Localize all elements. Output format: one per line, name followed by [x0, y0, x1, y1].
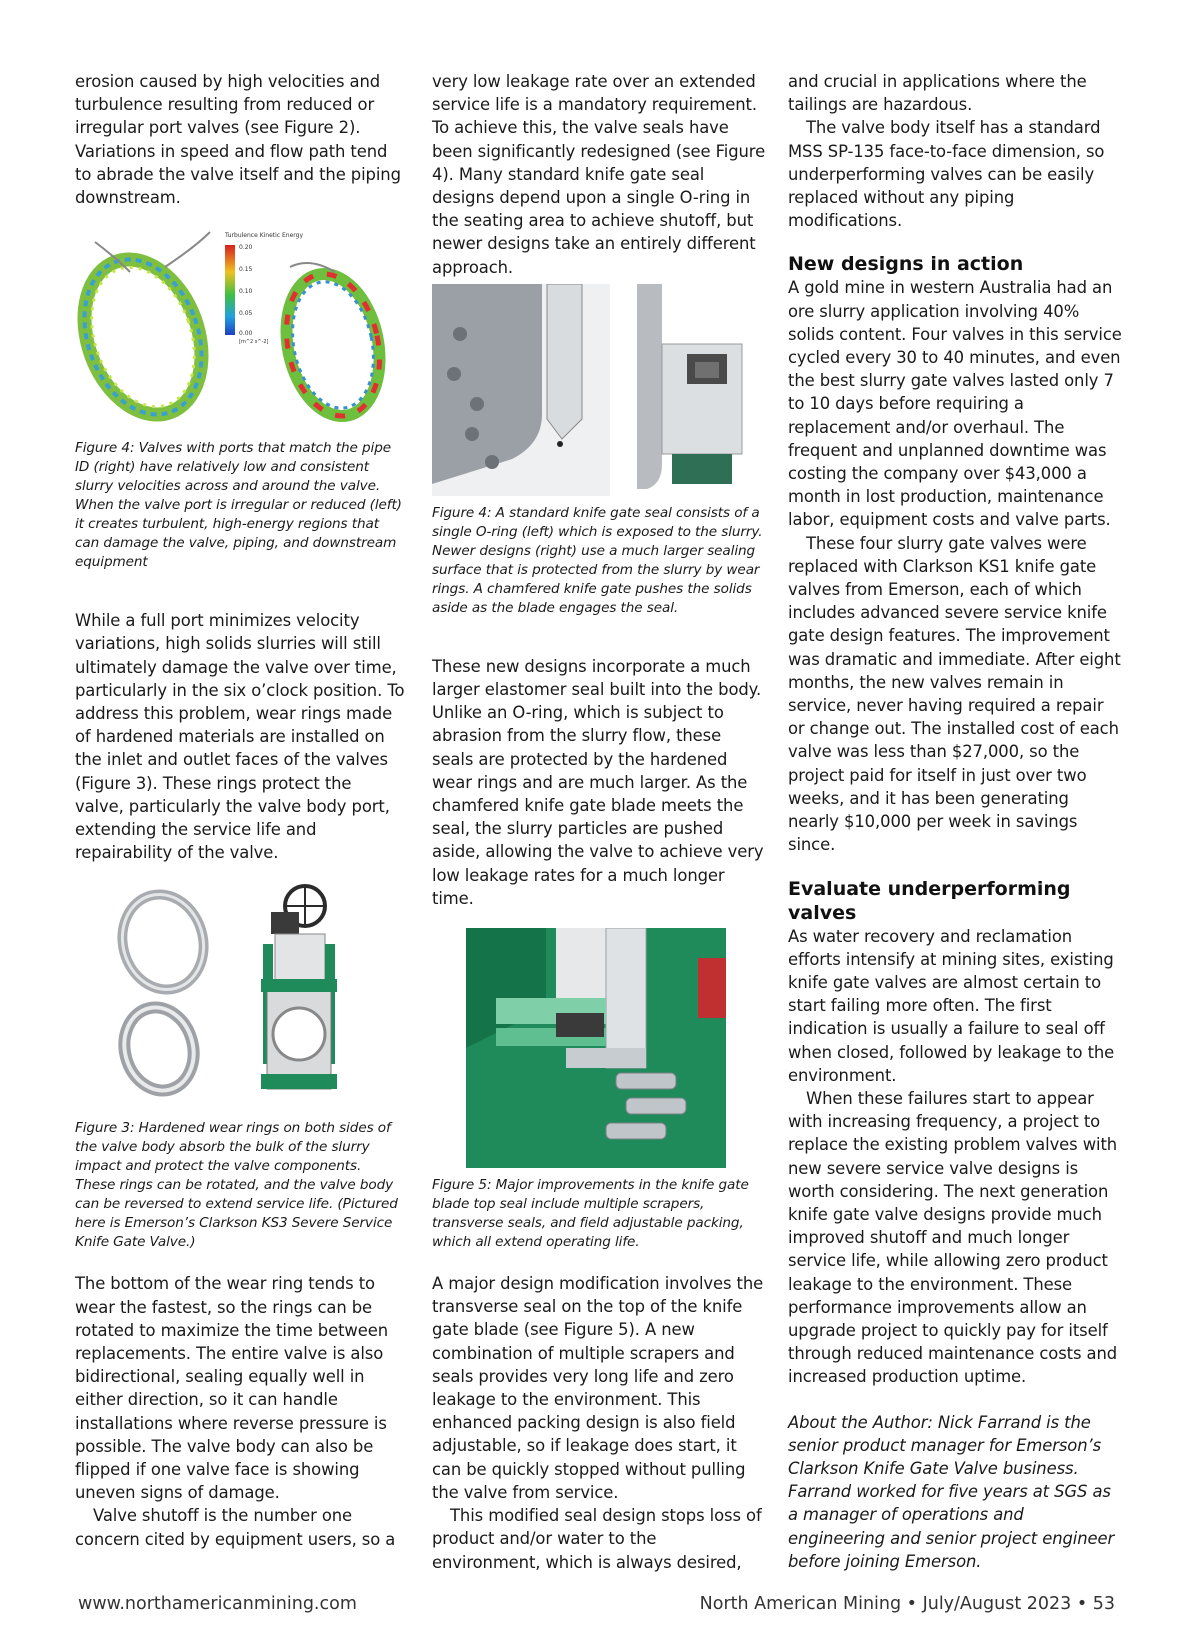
paragraph: Valve shutoff is the number one concern cited by equipment users, so a: [75, 1506, 396, 1549]
legend-unit: [m^2 s^-2]: [239, 339, 269, 346]
caption-figure-3: Figure 3: Hardened wear rings on both sides of the valve body absorb the bulk of the slurry impact and protect the valve components. These rings can be rotated, and the valve body can be reversed to extend service life. (Pictured here is Emerson’s Clarkson KS3 Severe Service Knife Gate Valve.): [75, 1120, 398, 1251]
figure-cfd-valves: [75, 227, 395, 427]
caption-figure-4a: Figure 4: Valves with ports that match the pipe ID (right) have relatively low and consistent slurry velocities across and around the valve. When the valve port is irregular or reduced (left) it creates turbulent, high-energy regions that can damage the valve, piping, and downstream equipment: [75, 440, 402, 571]
paragraph: A major design modification involves the transverse seal on the top of the knife gate blade (see Figure 5). A new combination of multiple scrapers and seals provides very long life and zero leakage to the environment. This enhanced packing design is also field adjustable, so if leakage does start, it can be quickly stopped without pulling the valve from service.: [432, 1274, 764, 1502]
legend-tick: 0.10: [239, 288, 253, 296]
column-1: [75, 70, 405, 1551]
section-heading: New designs in action: [788, 253, 1024, 276]
paragraph: When these failures start to appear with increasing frequency, a project to replace the existing problem valves with new severe service valve designs is worth considering. The next generation knife gate valve designs provide much improved shutoff and much longer service life, while allowing zero product leakage to the environment. These performance improvements allow an upgrade project to quickly pay for itself through reduced maintenance costs and increased production uptime.: [788, 1088, 1118, 1387]
legend-tick: 0.15: [239, 266, 253, 274]
figure-wear-rings-valve: [75, 884, 395, 1099]
paragraph: The valve body itself has a standard MSS SP-135 face-to-face dimension, so underperforming valves can be easily replaced without any piping modifications.: [788, 118, 1105, 231]
paragraph: As water recovery and reclamation efforts intensify at mining sites, existing knife gate valves are almost certain to start failing more often. The first indication is usually a failure to seal off when closed, followed by leakage to the environment.: [788, 926, 1115, 1085]
footer-url: www.northamericanmining.com: [78, 1594, 357, 1614]
paragraph: A gold mine in western Australia had an ore slurry application involving 40% solids content. Four valves in this service cycled every 30 to 40 minutes, and even the best slurry gate valves lasted only 7 to 10 days before requiring a replacement and/or overhaul. The frequent and unplanned downtime was costing the company over $43,000 a month in lost production, maintenance labor, equipment costs and valve parts.: [788, 278, 1122, 530]
column-2: [432, 70, 767, 1574]
wear-ring-bottom: [115, 1000, 202, 1099]
color-scale-bar: [225, 245, 235, 335]
top-seal-illustration: [466, 928, 726, 1168]
legend-tick: 0.20: [239, 244, 253, 252]
paragraph: This modified seal design stops loss of product and/or water to the environment, which is always desired,: [432, 1506, 762, 1572]
wear-ring-top: [112, 886, 214, 999]
wear-rings-illustration: [75, 884, 395, 1099]
section-heading: Evaluate underperforming valves: [788, 877, 1071, 924]
caption-figure-4b: Figure 4: A standard knife gate seal consists of a single O-ring (left) which is exposed to the slurry. Newer designs (right) use a much larger sealing surface that is protected from the slurry by wear rings. A chamfered knife gate pushes the solids aside as the blade engages the seal.: [432, 504, 763, 616]
o-ring: [557, 441, 563, 447]
figure-top-seal: [466, 928, 726, 1168]
caption-figure-5: Figure 5: Major improvements in the knife gate blade top seal include multiple scrapers, transverse seals, and field adjustable packing, which all extend operating life.: [432, 1177, 749, 1251]
paragraph: erosion caused by high velocities and turbulence resulting from reduced or irregular port valves (see Figure 2). Variations in speed and flow path tend to abrade the valve itself and the piping downstream.: [75, 72, 401, 208]
legend-tick: 0.00: [239, 330, 253, 338]
legend-tick: 0.05: [239, 310, 253, 318]
paragraph: These four slurry gate valves were replaced with Clarkson KS1 knife gate valves from Emerson, each of which includes advanced severe service knife gate design features. The improvement was dramatic and immediate. After eight months, the new valves remain in service, never having required a repair or change out. The installed cost of each valve was less than $27,000, so the project paid for itself in just over two weeks, and it has been generating nearly $10,000 per week in savings since.: [788, 533, 1121, 855]
author-bio: About the Author: Nick Farrand is the senior product manager for Emerson’s Clarkson Knife Gate Valve business. Farrand worked for five years at SGS as a manager of operations and engineering and senior project engineer before joining Emerson.: [788, 1412, 1115, 1571]
paragraph: and crucial in applications where the tailings are hazardous.: [788, 72, 1087, 115]
footer-issue: North American Mining • July/August 2023 • 53: [699, 1594, 1115, 1614]
paragraph: While a full port minimizes velocity variations, high solids slurries will still ultimately damage the valve over time, particularly in the six o’clock position. To address this problem, wear rings made of hardened materials are installed on the inlet and outlet faces of the valves (Figure 3). These rings protect the valve, particularly the valve body port, extending the service life and repairability of the valve.: [75, 611, 405, 863]
legend-title: Turbulence Kinetic Energy: [225, 232, 304, 240]
cfd-illustration: [75, 227, 395, 427]
paragraph: The bottom of the wear ring tends to wear the fastest, so the rings can be rotated to maximize the time between replacements. The entire valve is also bidirectional, sealing equally well in either direction, so it can handle installations where reverse pressure is possible. The valve body can also be flipped if one valve face is showing uneven signs of damage.: [75, 1274, 388, 1503]
paragraph: very low leakage rate over an extended service life is a mandatory requirement. To achieve this, the valve seals have been significantly redesigned (see Figure 4). Many standard knife gate seal designs depend upon a single O-ring in the seating area to achieve shutoff, but newer designs take an entirely different approach.: [432, 72, 766, 277]
paragraph: These new designs incorporate a much larger elastomer seal built into the body. Unlike an O-ring, which is subject to abrasion from the slurry flow, these seals are protected by the hardened wear rings and are much larger. As the chamfered knife gate blade meets the seal, the slurry particles are pushed aside, allowing the valve to achieve very low leakage rates for a much longer time.: [432, 656, 764, 908]
column-3: [788, 70, 1123, 1573]
seal-comparison-illustration: [432, 284, 762, 496]
figure-knife-gate-seals: [432, 284, 762, 496]
